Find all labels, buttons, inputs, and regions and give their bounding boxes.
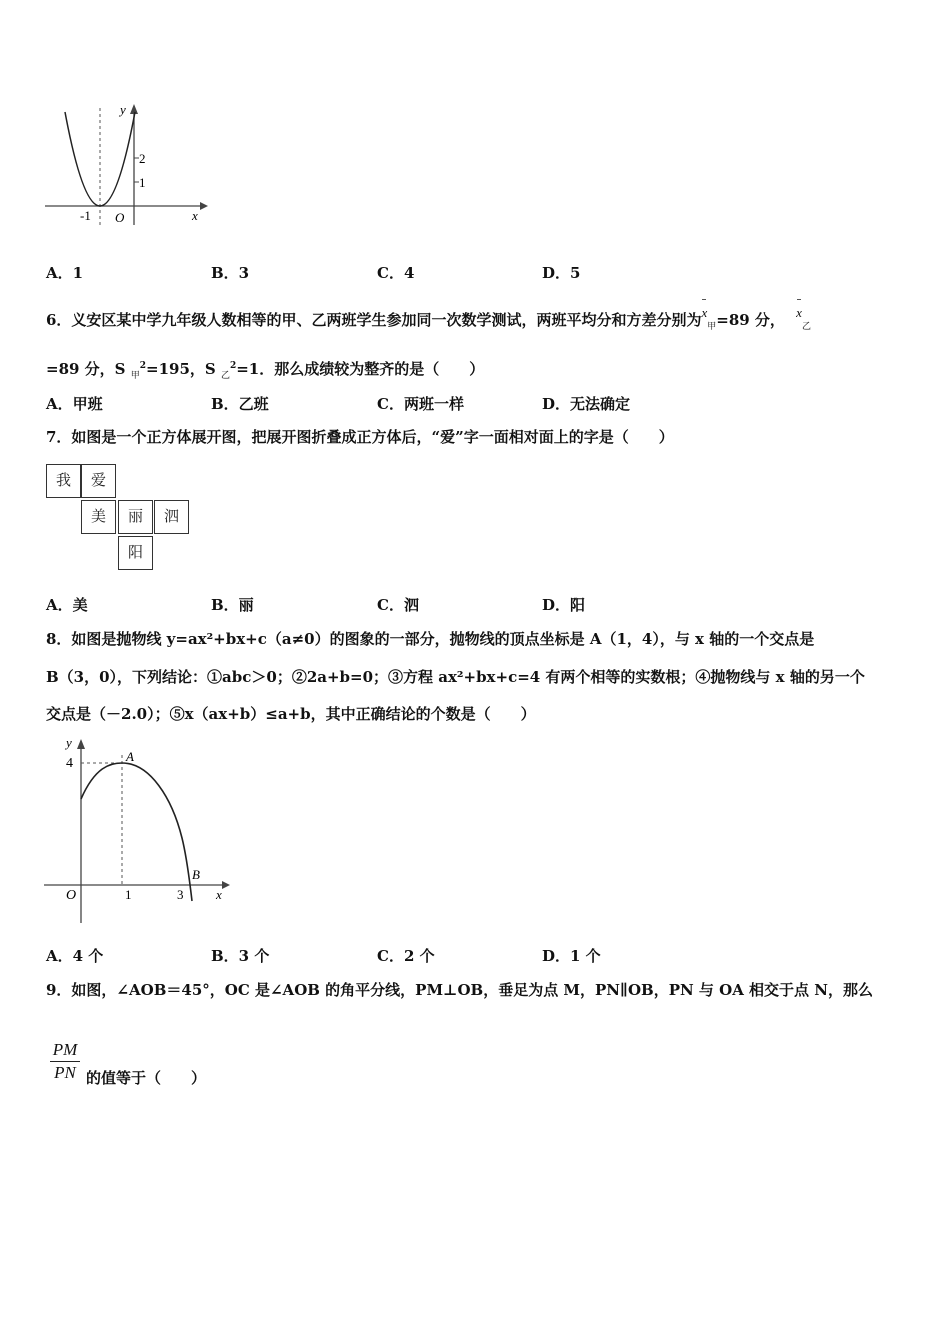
q6-eq-1: =89 分，	[716, 311, 785, 329]
q7-option-c[interactable]: C．泗	[377, 596, 419, 614]
net-cell-ai: 爱	[81, 464, 116, 498]
point-a-label: A	[126, 749, 134, 764]
q8-option-d[interactable]: D．1 个	[542, 947, 601, 965]
sub-jia: 甲	[707, 322, 717, 332]
net-cell-yang: 阳	[118, 536, 153, 570]
y-label: y	[66, 735, 72, 750]
tick-label-x3: 3	[177, 887, 184, 902]
cube-net	[46, 464, 194, 574]
y-label: y	[120, 102, 126, 117]
parabola-graph-1	[40, 100, 215, 230]
q7-option-b[interactable]: B．丽	[211, 596, 254, 614]
tick-label-1: 1	[139, 175, 146, 190]
q8-line-3: 交点是（－2.0）；⑤x（ax+b）≤a+b，其中正确结论的个数是（ ）	[46, 705, 536, 723]
x-axis-arrow	[222, 881, 230, 889]
q5-option-b[interactable]: B．3	[211, 264, 250, 282]
q6-option-b[interactable]: B．乙班	[211, 395, 269, 413]
q8-option-a[interactable]: A．4 个	[46, 947, 104, 965]
origin-label: O	[66, 888, 77, 903]
q6-line-2-end: =1．那么成绩较为整齐的是（ ）	[236, 360, 485, 378]
x-axis-arrow	[200, 202, 208, 210]
q6-line-2-start: =89 分，S	[46, 360, 131, 378]
q5-option-c[interactable]: C．4	[377, 264, 415, 282]
q8-line-2: B（3，0），下列结论：①abc＞0；②2a+b=0；③方程 ax²+bx+c=4 有两个相等的实数根；④抛物线与 x 轴的另一个	[46, 668, 865, 686]
q9-line-1: 9．如图，∠AOB＝45°，OC 是∠AOB 的角平分线，PM⊥OB，垂足为点 M，PN∥OB，PN 与 OA 相交于点 N，那么	[46, 981, 873, 999]
tick-label-2: 2	[139, 151, 146, 166]
q8-option-c[interactable]: C．2 个	[377, 947, 435, 965]
x-bar-jia: x	[701, 305, 708, 320]
s-sub-jia: 甲	[130, 371, 140, 381]
q5-option-d[interactable]: D．5	[542, 264, 581, 282]
tick-label-x1: 1	[125, 887, 132, 902]
net-cell-li: 丽	[118, 500, 153, 534]
fraction-pm-pn	[50, 1040, 80, 1083]
q6-option-d[interactable]: D．无法确定	[542, 395, 631, 413]
q7-option-a[interactable]: A．美	[46, 596, 88, 614]
net-cell-si: 泗	[154, 500, 189, 534]
tick-label-y4: 4	[66, 756, 73, 771]
q6-text-1: 6．义安区某中学九年级人数相等的甲、乙两班学生参加同一次数学测试，两班平均分和方差分别为	[46, 311, 702, 329]
q8-line-1: 8．如图是抛物线 y=ax²+bx+c（a≠0）的图象的一部分，抛物线的顶点坐标是 A（1，4），与 x 轴的一个交点是	[46, 630, 815, 648]
sub-yi: 乙	[801, 322, 811, 332]
parabola-graph-2	[40, 733, 240, 928]
y-axis-arrow	[77, 739, 85, 749]
sq-1: 2	[139, 361, 147, 371]
x-bar-yi: x	[796, 305, 802, 320]
q7-question: 7．如图是一个正方体展开图，把展开图折叠成正方体后，“爱”字一面相对面上的字是（ ）	[46, 428, 674, 446]
x-label: x	[192, 208, 198, 223]
parabola-curve	[81, 763, 192, 901]
origin-label: O	[115, 210, 125, 225]
point-b-label: B	[192, 867, 200, 882]
q6-line-2-mid: =195，S	[146, 360, 221, 378]
q7-option-d[interactable]: D．阳	[542, 596, 586, 614]
q6-option-c[interactable]: C．两班一样	[377, 395, 464, 413]
q6-line-1	[46, 305, 811, 332]
q5-option-a[interactable]: A．1	[46, 264, 84, 282]
sq-2: 2	[229, 361, 237, 371]
x-label: x	[216, 887, 222, 902]
net-cell-wo: 我	[46, 464, 81, 498]
s-sub-yi: 乙	[220, 371, 230, 381]
fraction-numerator: PM	[52, 1040, 78, 1059]
fraction-denominator: PN	[54, 1063, 76, 1082]
q6-option-a[interactable]: A．甲班	[46, 395, 103, 413]
q6-line-2	[46, 358, 484, 381]
y-axis-arrow	[130, 104, 138, 114]
net-cell-mei: 美	[81, 500, 116, 534]
tick-label-neg1: -1	[80, 208, 91, 223]
q8-option-b[interactable]: B．3 个	[211, 947, 270, 965]
q9-line-2: 的值等于（ ）	[86, 1069, 207, 1087]
